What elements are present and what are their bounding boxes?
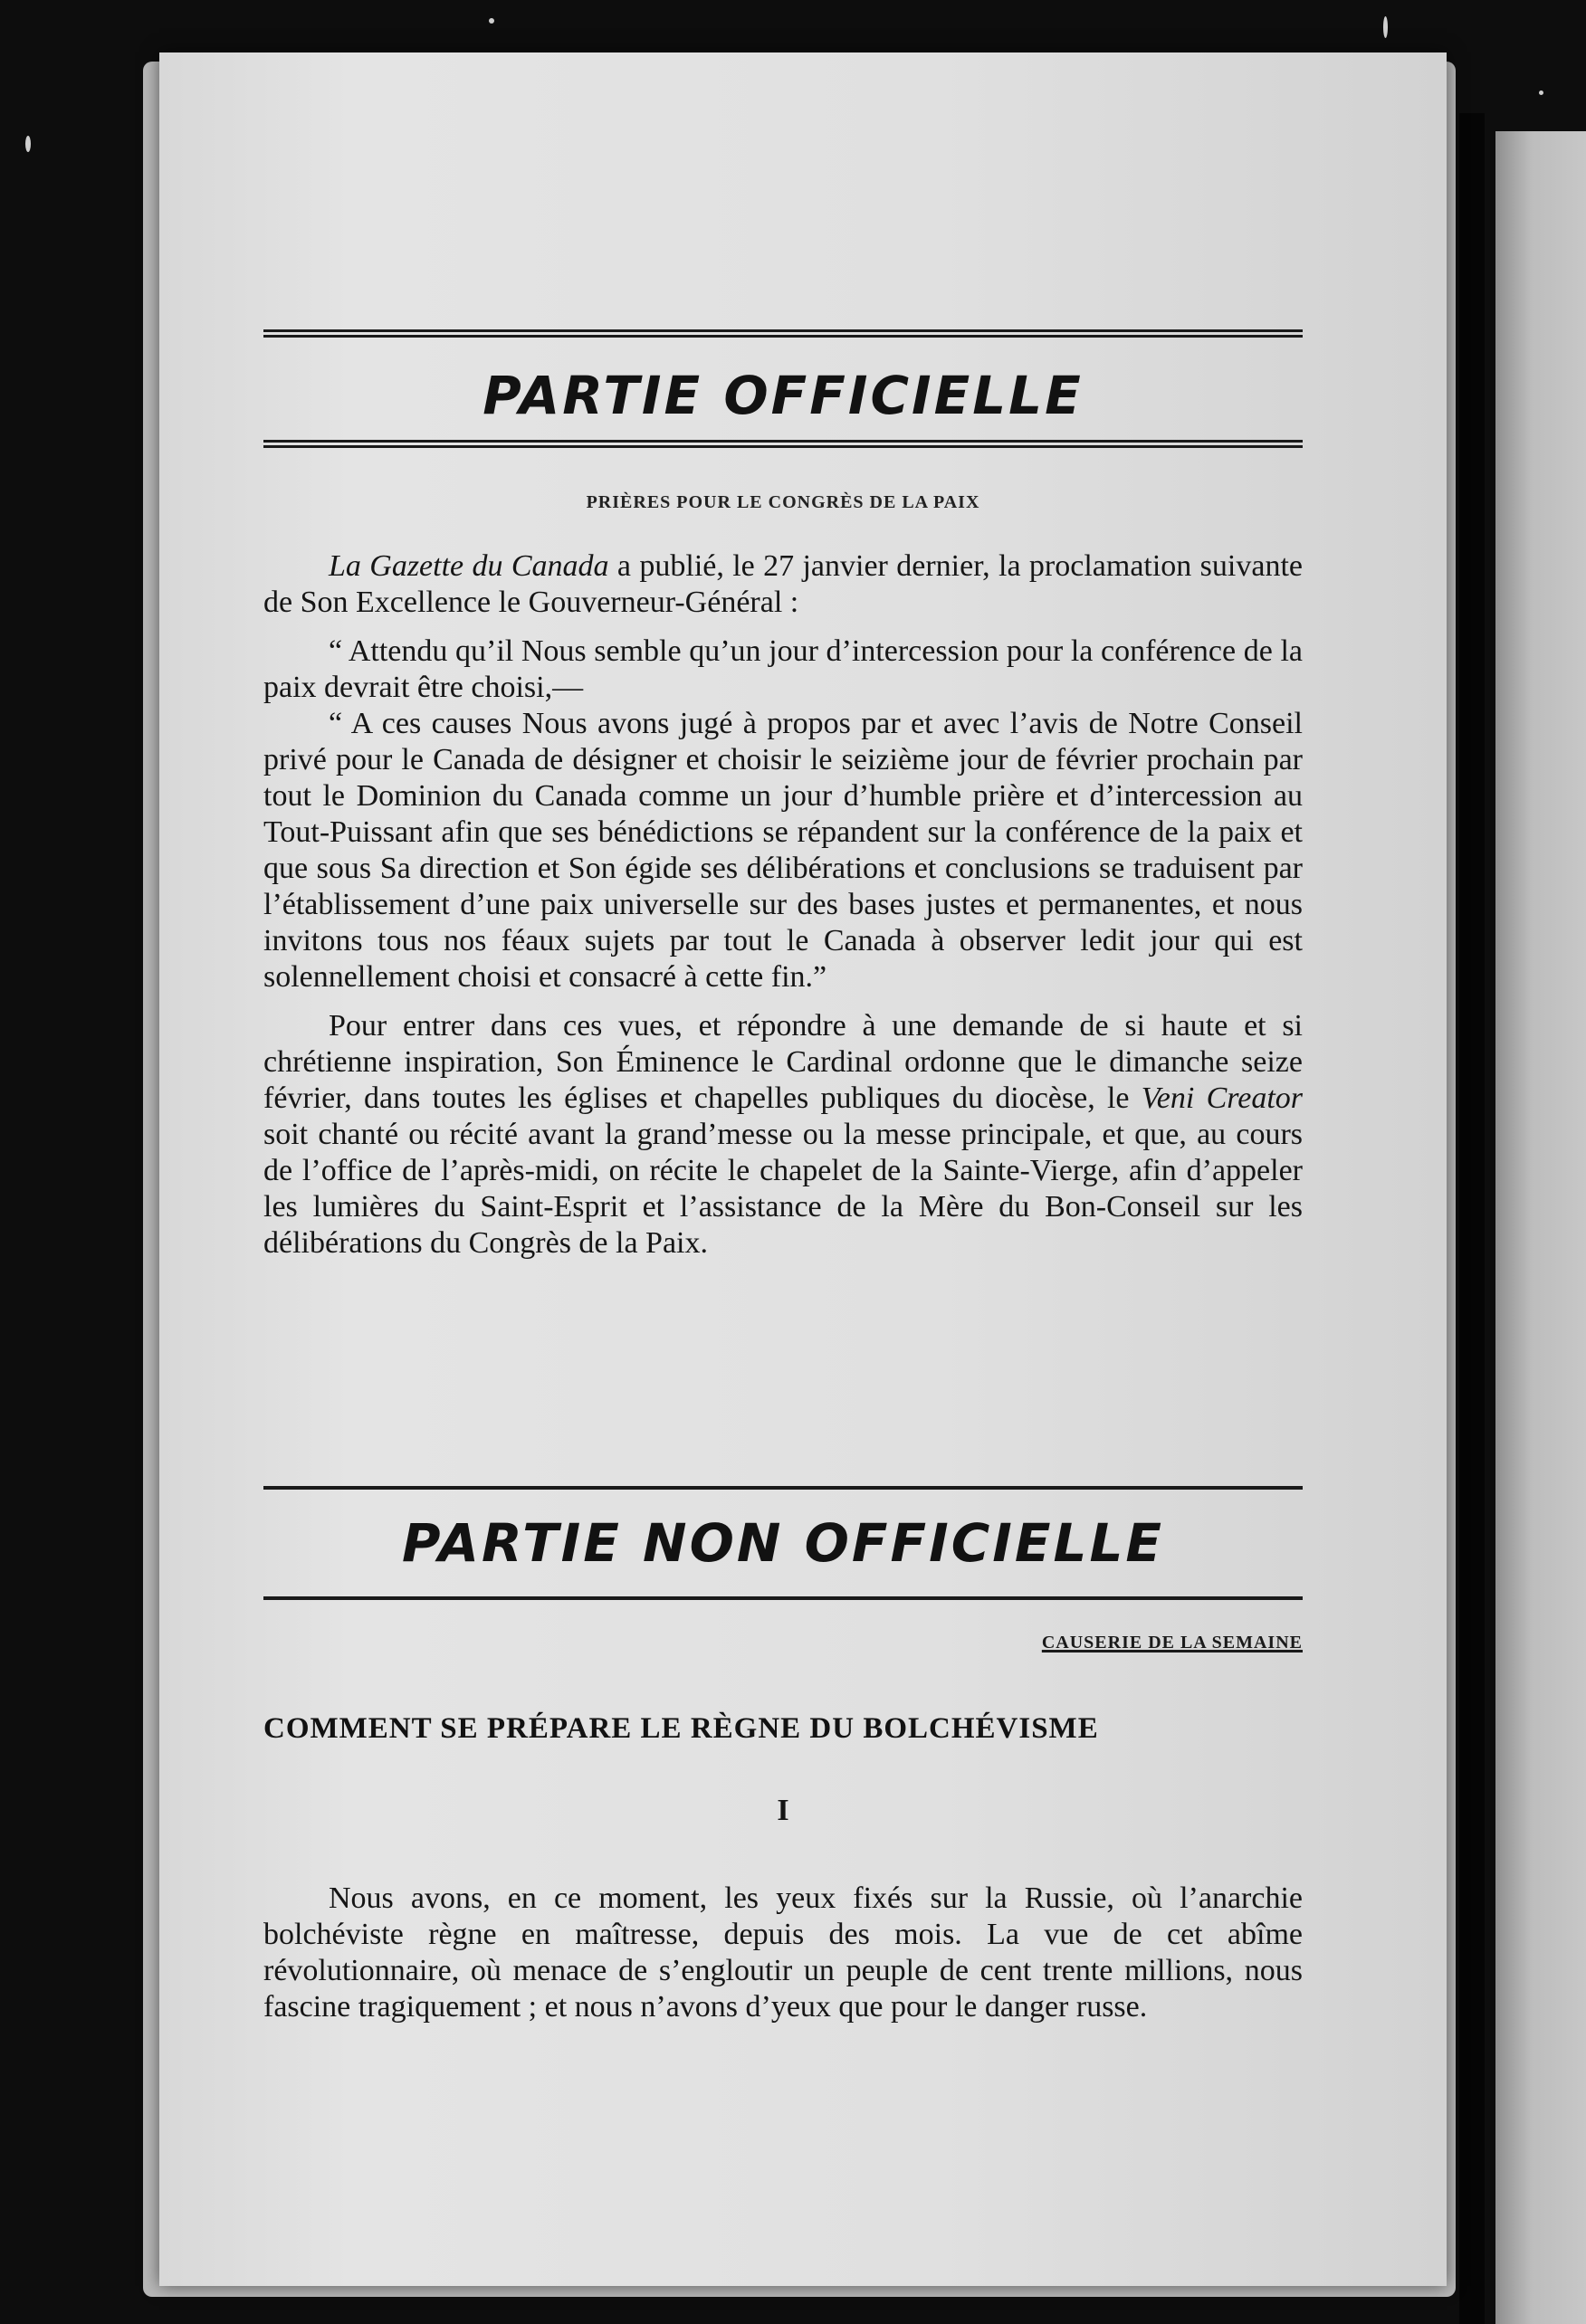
non-official-rule-top xyxy=(263,1486,1303,1490)
paragraph-cardinal xyxy=(263,1008,1303,1262)
article-text-block xyxy=(263,1881,1303,2025)
section-title-non-officielle: PARTIE NON OFFICIELLE xyxy=(401,1512,1165,1574)
subheading-prieres: PRIÈRES POUR LE CONGRÈS DE LA PAIX xyxy=(586,492,980,512)
paragraph-gazette xyxy=(263,548,1303,621)
scan-speck xyxy=(489,18,494,24)
header-rule-bottom xyxy=(263,440,1303,448)
article-title: COMMENT SE PRÉPARE LE RÈGNE DU BOLCHÉVISME xyxy=(263,1712,1099,1745)
veni-creator: Veni Creator xyxy=(1141,1081,1304,1115)
scanned-page xyxy=(159,52,1447,2286)
non-official-rule-bottom xyxy=(263,1596,1303,1600)
paragraph-proclamation-text: “ A ces causes Nous avons jugé à propos par et avec l’avis de Notre Conseil privé pour le Canada de désigner et choisir le seizième jour de février prochain par tout le Dominion du Canada comme un jour d’humble prière et d’intercession au Tout-Puissant afin que ses bénédictions se répandent sur la conférence de la paix et que sous Sa direction et Son égide ses délibérations et conclusions se traduisent par l’établissement d’une paix universelle sur des bases justes et permanentes, et nous invitons tous nos féaux sujets par tout le Canada à observer ledit jour qui est solennellement choisi et consacré à cette fin.” xyxy=(263,707,1303,994)
paragraph-gazette-text: a publié, le 27 janvier dernier, la proclamation suivante de Son Excellence le Gouverneur-Général : xyxy=(263,549,1303,619)
gazette-title: La Gazette du Canada xyxy=(329,549,609,583)
paragraph-cardinal-text-a: Pour entrer dans ces vues, et répondre à une demande de si haute et si chrétienne inspiration, Son Éminence le Cardinal ordonne que le dimanche seize février, dans toutes les églises et chapelles publiques du diocèse, le xyxy=(263,1009,1303,1115)
paragraph-attendu-text: “ Attendu qu’il Nous semble qu’un jour d’intercession pour la conférence de la paix devrait être choisi,— xyxy=(263,634,1303,704)
scan-speck xyxy=(1383,16,1388,38)
scan-speck xyxy=(25,136,31,152)
paragraph-russie xyxy=(263,1881,1303,2025)
paragraph-cardinal-text-b: soit chanté ou récité avant la grand’messe ou la messe principale, et que, au cours de l’office de l’après-midi, on récite le chapelet de la Sainte-Vierge, afin d’appeler les lumières du Saint-Esprit et l’assistance de la Mère du Bon-Conseil sur les délibérations du Congrès de la Paix. xyxy=(263,1118,1303,1260)
binding-gutter xyxy=(1459,113,1485,2324)
scan-speck xyxy=(1539,90,1543,95)
paragraph-proclamation xyxy=(263,706,1303,995)
paragraph-russie-text: Nous avons, en ce moment, les yeux fixés sur la Russie, où l’anarchie bolchéviste règne en maîtresse, depuis des mois. La vue de cet abîme révolutionnaire, où menace de s’engloutir un peuple de cent trente millions, nous fascine tragiquement ; et nous n’avons d’yeux que pour le danger russe. xyxy=(263,1881,1303,2024)
paragraph-attendu xyxy=(263,633,1303,706)
official-text-block xyxy=(263,548,1303,1262)
section-number: I xyxy=(777,1794,789,1827)
adjacent-page-strip xyxy=(1495,131,1586,2324)
header-rule-top xyxy=(263,329,1303,338)
column-kicker: CAUSERIE DE LA SEMAINE xyxy=(1041,1633,1303,1653)
section-title-officielle: PARTIE OFFICIELLE xyxy=(482,365,1084,426)
